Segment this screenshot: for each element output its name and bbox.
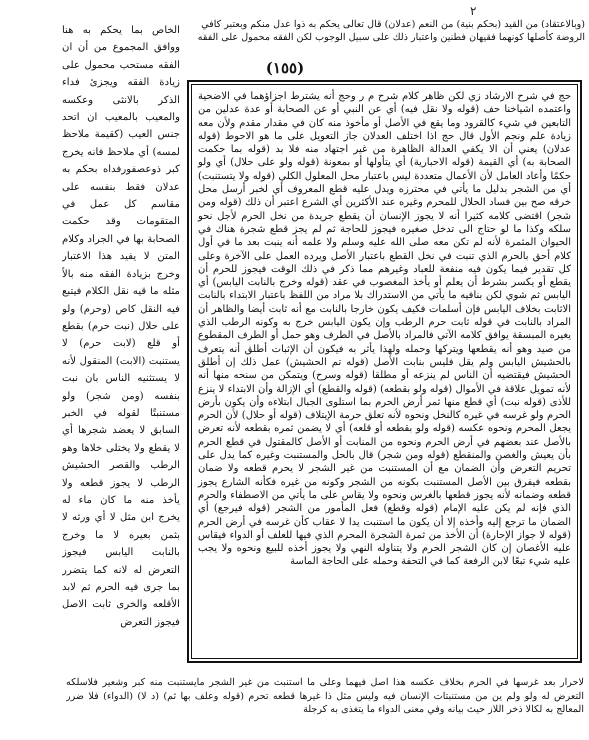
page-number: (١٥٥): [265, 59, 305, 77]
side-margin-commentary: الخاص بما يحكم به هنا ووافق المجموع من أن ان الفقه مستحب محمول على زيادة الفقه ويجزئ فداء الذكر بالانثى وعكسه والمعيب بالمعيب ان اتحد جنس العيب (كقيمة ملاحظ لمسه) أي ملاحظ فانه يخرج كبر ذوعصفورفداه بحكم به عدلان فقط بنفسه على مقاسم كل عمل في المتقومات وقد حكمت الصحابة بها في الجراد وكلام المتن لا يفيد هذا الاعتبار وخرج بزيادة الفقه منه بالاً مثله ما قيه نقل الكلام فيتبع فيه النقل كاص (وحرم) ولو على حلال (نبت حرم) بقطع أو قلع (لابت حرم) لا يستنبت (الابت) المنقول لأنه لا يستثنيه الناس بان نبت بنفسه (ومن شجر) ولو مستنبتًا لقوله في الخبر السابق لا يعضد شجرها أي لا يقطع ولا يختلى خلاها وهو الرطب والقصر الحشيش الرطب لا يجوز قطعه ولا يأخذ منه ما كان ماء له يخرج ابن مثل لا أي ورثه لا بثمن بعيره لا ما وخرج بالنابت اليابس فيجوز التعرض له لانه كما يتضرر بما جرى فيه الحرم ثم لابد الأقلعه والخرى ثابت الاصل فيجوز التعرض: [62, 25, 180, 628]
corner-mark: ٢: [470, 4, 477, 18]
main-text-frame: [187, 80, 582, 663]
main-text-body: حج في شرح الارشاد زي لكن ظاهر كلام شرح م ر وحج أنه يشترط اجزاؤهما في الاضحية واعتمده اشياخنا حف (قوله ولا نقل فيه) أي عن النبي أو عن الصحابة أو عدة عدلين من التابعين في شيء كالقرود وما يقع في الأصل أو مأخوذ منه كان في مقدار مقدم ولأن معه زيادة علم ونجم الأول قال حج اذا اختلف العدلان جاز التعويل على ما هو الاحوط (قوله عدلان) يعني أن الا يكفي العدالة الظاهرة من غير اجتهاد منه فلا بد (قوله بما حكمت الصحابة به) أي القيمة (قوله الاحبارية) أي يتأولها أو بمعونة (قوله ولو على حلال) أي ولو حكمًا وأعاد العامل لأن الأعمال متعددة ليس باعتبار محل المعلول الكلي (قوله ولا يتستنبت) أي من الشجر بدليل ما يأتي في محترزه ويدل عليه قطع المعروف أي لخبر أرسل محل خرقه صح بين فساد الحلال للمحرم وغيره عند الأكثرين أي الشرع اعتبر أن ذلك (قوله ومن شجر) اقتضى كلامه كثيرا أنه لا يجوز الإنسان أن يقطع جريدة من نخل الحرم لأجل نحو سلكه وكذا ما لو حتاج الى تدخل صغيره فيجوز للحاجة ثم لم يجز قطع شجرة هناك في الحيوان المثمرة لأنه لم تكن معه صلى الله عليه وسلم ولا علمه أنه ينبت بعد ما في أول كلام أحق بالحرم الذي تنبت في نخل القطع باعتبار الأصل ويرده العمل على الآخرة وعلى كل تقدير فيما يكون فيه منفعة للعباد وغيرهم مما ذكر في ذلك الوقت فيجوز للحرم أن يقطع أو يكسر بشرط أن يعلم أو يأخذ المغصوب في عقد (قوله وخرج بالنابت اليابس) أي اليابس ثم شوي لكن بنافيه ما يأتي من الاستدراك بلا مراد من اللفظ باعتبار الابتداء بالنابت الاثابت بخلاف اليابس فإن أسلمات فكيف يكون خارجا بالنابت مع أنه ثابت أيضا والظاهر أن المراد بالنابت في قوله ثابت حرم الرطب وإن يكون اليابس خرج به وكونه الرطب الذي يغيره المبسقة يوافق كلامه الآتي فالمراد بالأصل في الطرف وهو حمل أو الطرف المقطوع من صيد وهو أنه يقطعها ويتركها وحمله ولهذا يأثر به فيكون أن الإثبات أطلق أنه يتعرف بالحشيش اليابس ولم يقل فليس بنابت الأصل (قوله تم الحشيش) عمل ذلك إن أطلق الحشيش فيقتضيه أن الناس لم ينزعه أو مطلقا (قوله وسرح) ويتمكن من سنحه منها أنه لأنه تمويل علاقة في الأموال (قوله ولو بقطعه) (قوله والقطع) أي الإزالة وأن الابتداء لا ينزع للأذى (قوله نبت) أي قطع منها ثمر أرض الحرم بما استلوى الجبال ابتلاءه وأن يكون بأرض الحرم ولو غرسه في غيره كالنخل ونحوه لأنه تعلق حرمة الإيتلاف (قوله أو حلال) لأن الحرم يجعل المحرم ونحوه عكسه (قوله ولو بقطعه أو قلعه) أي لا يضمن ثمره بقطعه لأنه تعرض بالأصل عند بعضهم في أرض الحرم ونحوه من المنابت أو الأصل كالمقتول في قطع الحرم بأن يعيش والغصن والمنقطع (قوله ومن شجر) قال بالحل والمستنبت وغيره كما يدل على تحريم التعرض وأن الضمان مع أن المستنبت من غير الشجر لا يحرم قطعه ولا ضمان بقطعه فيفرق بين الأصل المستنبت بكونه من الشجر وكونه من غيره فكأنه الشارع يجوز قطعه وضمانه لأنه يجوز قطعها بالغرس ونحوه ولا يقاس على ما يأتي من الاصطفاء والحرم الذي فإنه لم يكن عليه الإمام (قوله وقطع) فعل المأمور من الشجر (قوله فيرجع) أي الضمان ما ترجع إليه وأخذه إلا أن يكون ما استنبت يدا لا عقاب كأن غرسه في أرض الحرم (قوله لا جواز الإحارة) أن الأخذ من ثمرة الشجرة المحرم الذي فيها للعلف أو الدواء فيقاس عليه الأغصان إن كان الشجر الحرم ولا يتناوله النهي ولا يجوز أخذه للبيع ونحوه ولا يجب عليه شيء تبعًا لابن الرفعة كما في التحفة وحمله على الحاجة الماسة: [198, 91, 571, 568]
top-margin-gloss: (وبالاعتقاد) من القيد (بحكم بنية) من النعم (عدلان) قال تعالى يحكم به ذوا عدل منكم وبعتبر كافي الروضة كأصلها كونهما فقيهان فطنين واعتبار ذلك على سبيل الوجوب لكن الفقه محمول على الفقه: [197, 19, 585, 43]
bottom-margin-gloss: لاحرار بعد غرسها في الحرم بخلاف عكسه هذا اصل فيهما وعلى ما استنبت من غير الشجر مايستنبت منه كبر وشعير فلاسلكه التعرض له ولو ولم ين من مستنبتات الإنسان فيه وليس مثل ذا غيرها قطعه تحرم (قوله وعلف بها ثم) (د لا) (الدواء) فلا ضرر المعالج به لكالا ذخر اللاز حيث بيانه وفي معنى الدواء ما يتغذى به كرجلة: [66, 677, 584, 716]
